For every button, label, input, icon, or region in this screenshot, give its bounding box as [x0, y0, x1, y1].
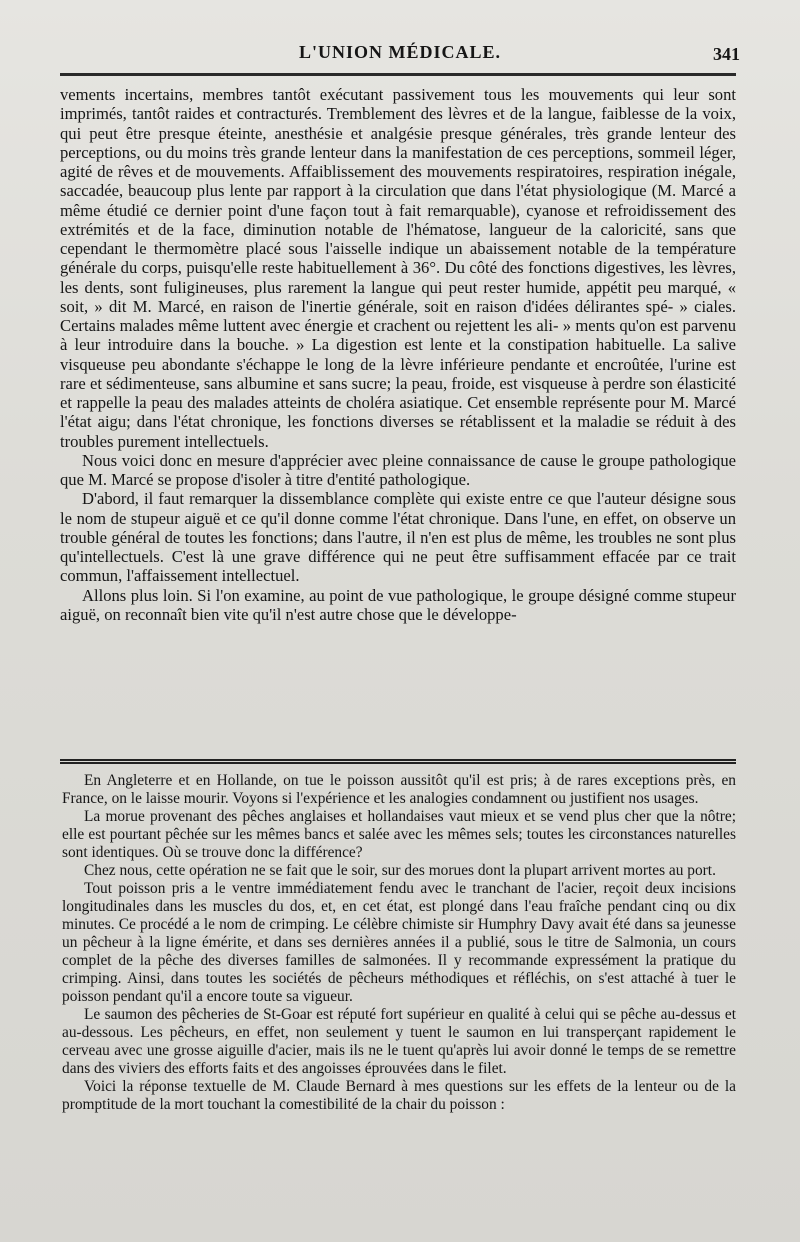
main-paragraph: vements incertains, membres tantôt exécutant passivement tous les mouvements qui leur sont imprimés, tantôt raides et contracturés. Tremblement des lèvres et de la langue, faiblesse de la voix, qui peut être presque éteinte, anesthésie et analgésie presque générales, très grande lenteur des perceptions, ou du moins très grande lenteur dans la manifestation de ces perceptions, sommeil léger, agité de rêves et de mouvements. Affaiblissement des mouvements respiratoires, respiration inégale, saccadée, beaucoup plus lente par rapport à la circulation que dans l'état physiologique (M. Marcé a même étudié ce dernier point d'une façon tout à fait remarquable), cyanose et refroidissement des extrémités et de la face, diminution notable de l'hématose, langueur de la caloricité, sans que cependant le thermomètre placé sous l'aisselle indique un abaissement notable de la température générale du corps, puisqu'elle reste habituellement à 36°. Du côté des fonctions digestives, les lèvres, les dents, sont fuligineuses, plus rarement la langue qui peut rester humide, appétit peu marqué, « soit, » dit M. Marcé, en raison de l'inertie générale, soit en raison d'idées délirantes spé- » ciales. Certains malades même luttent avec énergie et crachent ou rejettent les ali- » ments qu'on est parvenu à leur introduire dans la bouche. » La digestion est lente et la constipation habituelle. La salive visqueuse peu abondante s'échappe le long de la lèvre inférieure pendante et encroûtée, l'urine est rare et sédimenteuse, sans albumine et sans sucre; la peau, froide, est visqueuse à perdre son élasticité et rappelle la peau des malades atteints de choléra asiatique. Cet ensemble représente pour M. Marcé l'état aigu; dans l'état chronique, les fonctions diverses se rétablissent et la maladie se réduit à des troubles purement intellectuels.: [60, 85, 736, 451]
feuilleton-paragraph: En Angleterre et en Hollande, on tue le poisson aussitôt qu'il est pris; à de rares exceptions près, en France, on le laisse mourir. Voyons si l'expérience et les analogies condamnent ou justifient nos usages.: [62, 772, 736, 807]
main-paragraph: Nous voici donc en mesure d'apprécier avec pleine connaissance de cause le groupe pathologique que M. Marcé se propose d'isoler à titre d'entité pathologique.: [60, 450, 736, 489]
page-number: 341: [713, 44, 740, 64]
main-paragraph: Allons plus loin. Si l'on examine, au point de vue pathologique, le groupe désigné comme stupeur aiguë, on reconnaît bien vite qu'il n'est autre chose que le développe-: [60, 585, 736, 624]
feuilleton-paragraph: Chez nous, cette opération ne se fait que le soir, sur des morues dont la plupart arrivent mortes au port.: [84, 862, 716, 879]
feuilleton-text: [62, 772, 736, 1114]
main-article-text: [60, 85, 736, 624]
feuilleton-paragraph: La morue provenant des pêches anglaises et hollandaises vaut mieux et se vend plus cher que la nôtre; elle est pourtant pêchée sur les mêmes bancs et salée avec les mêmes sels; toutes les circonstances naturelles sont identiques. Où se trouve donc la différence?: [62, 808, 736, 861]
main-paragraph: D'abord, il faut remarquer la dissemblance complète qui existe entre ce que l'auteur désigne sous le nom de stupeur aiguë et ce qu'il donne comme l'état chronique. Dans l'une, en effet, on observe un trouble général de toutes les fonctions; dans l'autre, il n'en est plus de même, les troubles ne sont plus qu'intellectuels. C'est là une grave différence qui ne peut être suffisamment effacée par ce trait commun, l'affaissement intellectuel.: [60, 489, 736, 586]
page-header: [60, 40, 740, 70]
running-title: L'UNION MÉDICALE.: [298, 42, 502, 62]
feuilleton-paragraph: Voici la réponse textuelle de M. Claude Bernard à mes questions sur les effets de la lenteur ou de la promptitude de la mort touchant la comestibilité de la chair du poisson :: [62, 1078, 736, 1113]
feuilleton-paragraph: Tout poisson pris a le ventre immédiatement fendu avec le tranchant de l'acier, reçoit deux incisions longitudinales dans les muscles du dos, et, en cet état, est plongé dans l'eau fraîche pendant cinq ou dix minutes. Ce procédé a le nom de crimping. Le célèbre chimiste sir Humphry Davy avait été dans sa jeunesse un pêcheur à la ligne émérite, et dans ses dernières années il a publié, sous le titre de Salmonia, un cours complet de la pêche des diverses familles de salmonées. Il y recommande expressément la pratique du crimping. Ainsi, dans toutes les sociétés de pêcheurs méthodiques et réfléchis, on s'est attaché à tuer le poisson pendant qu'il a encore toute sa vigueur.: [62, 880, 736, 1005]
feuilleton-paragraph: Le saumon des pêcheries de St-Goar est réputé fort supérieur en qualité à celui qui se pêche au-dessus et au-dessous. Les pêcheurs, en effet, non seulement y tuent le saumon en lui transperçant rapidement le cerveau avec une grosse aiguille d'acier, mais ils ne le tuent qu'après lui avoir donné le temps de se remettre dans des viviers des efforts faits et des angoisses éprouvées dans le filet.: [62, 1006, 736, 1077]
section-separator-rule: [60, 759, 736, 764]
header-rule: [60, 73, 736, 76]
